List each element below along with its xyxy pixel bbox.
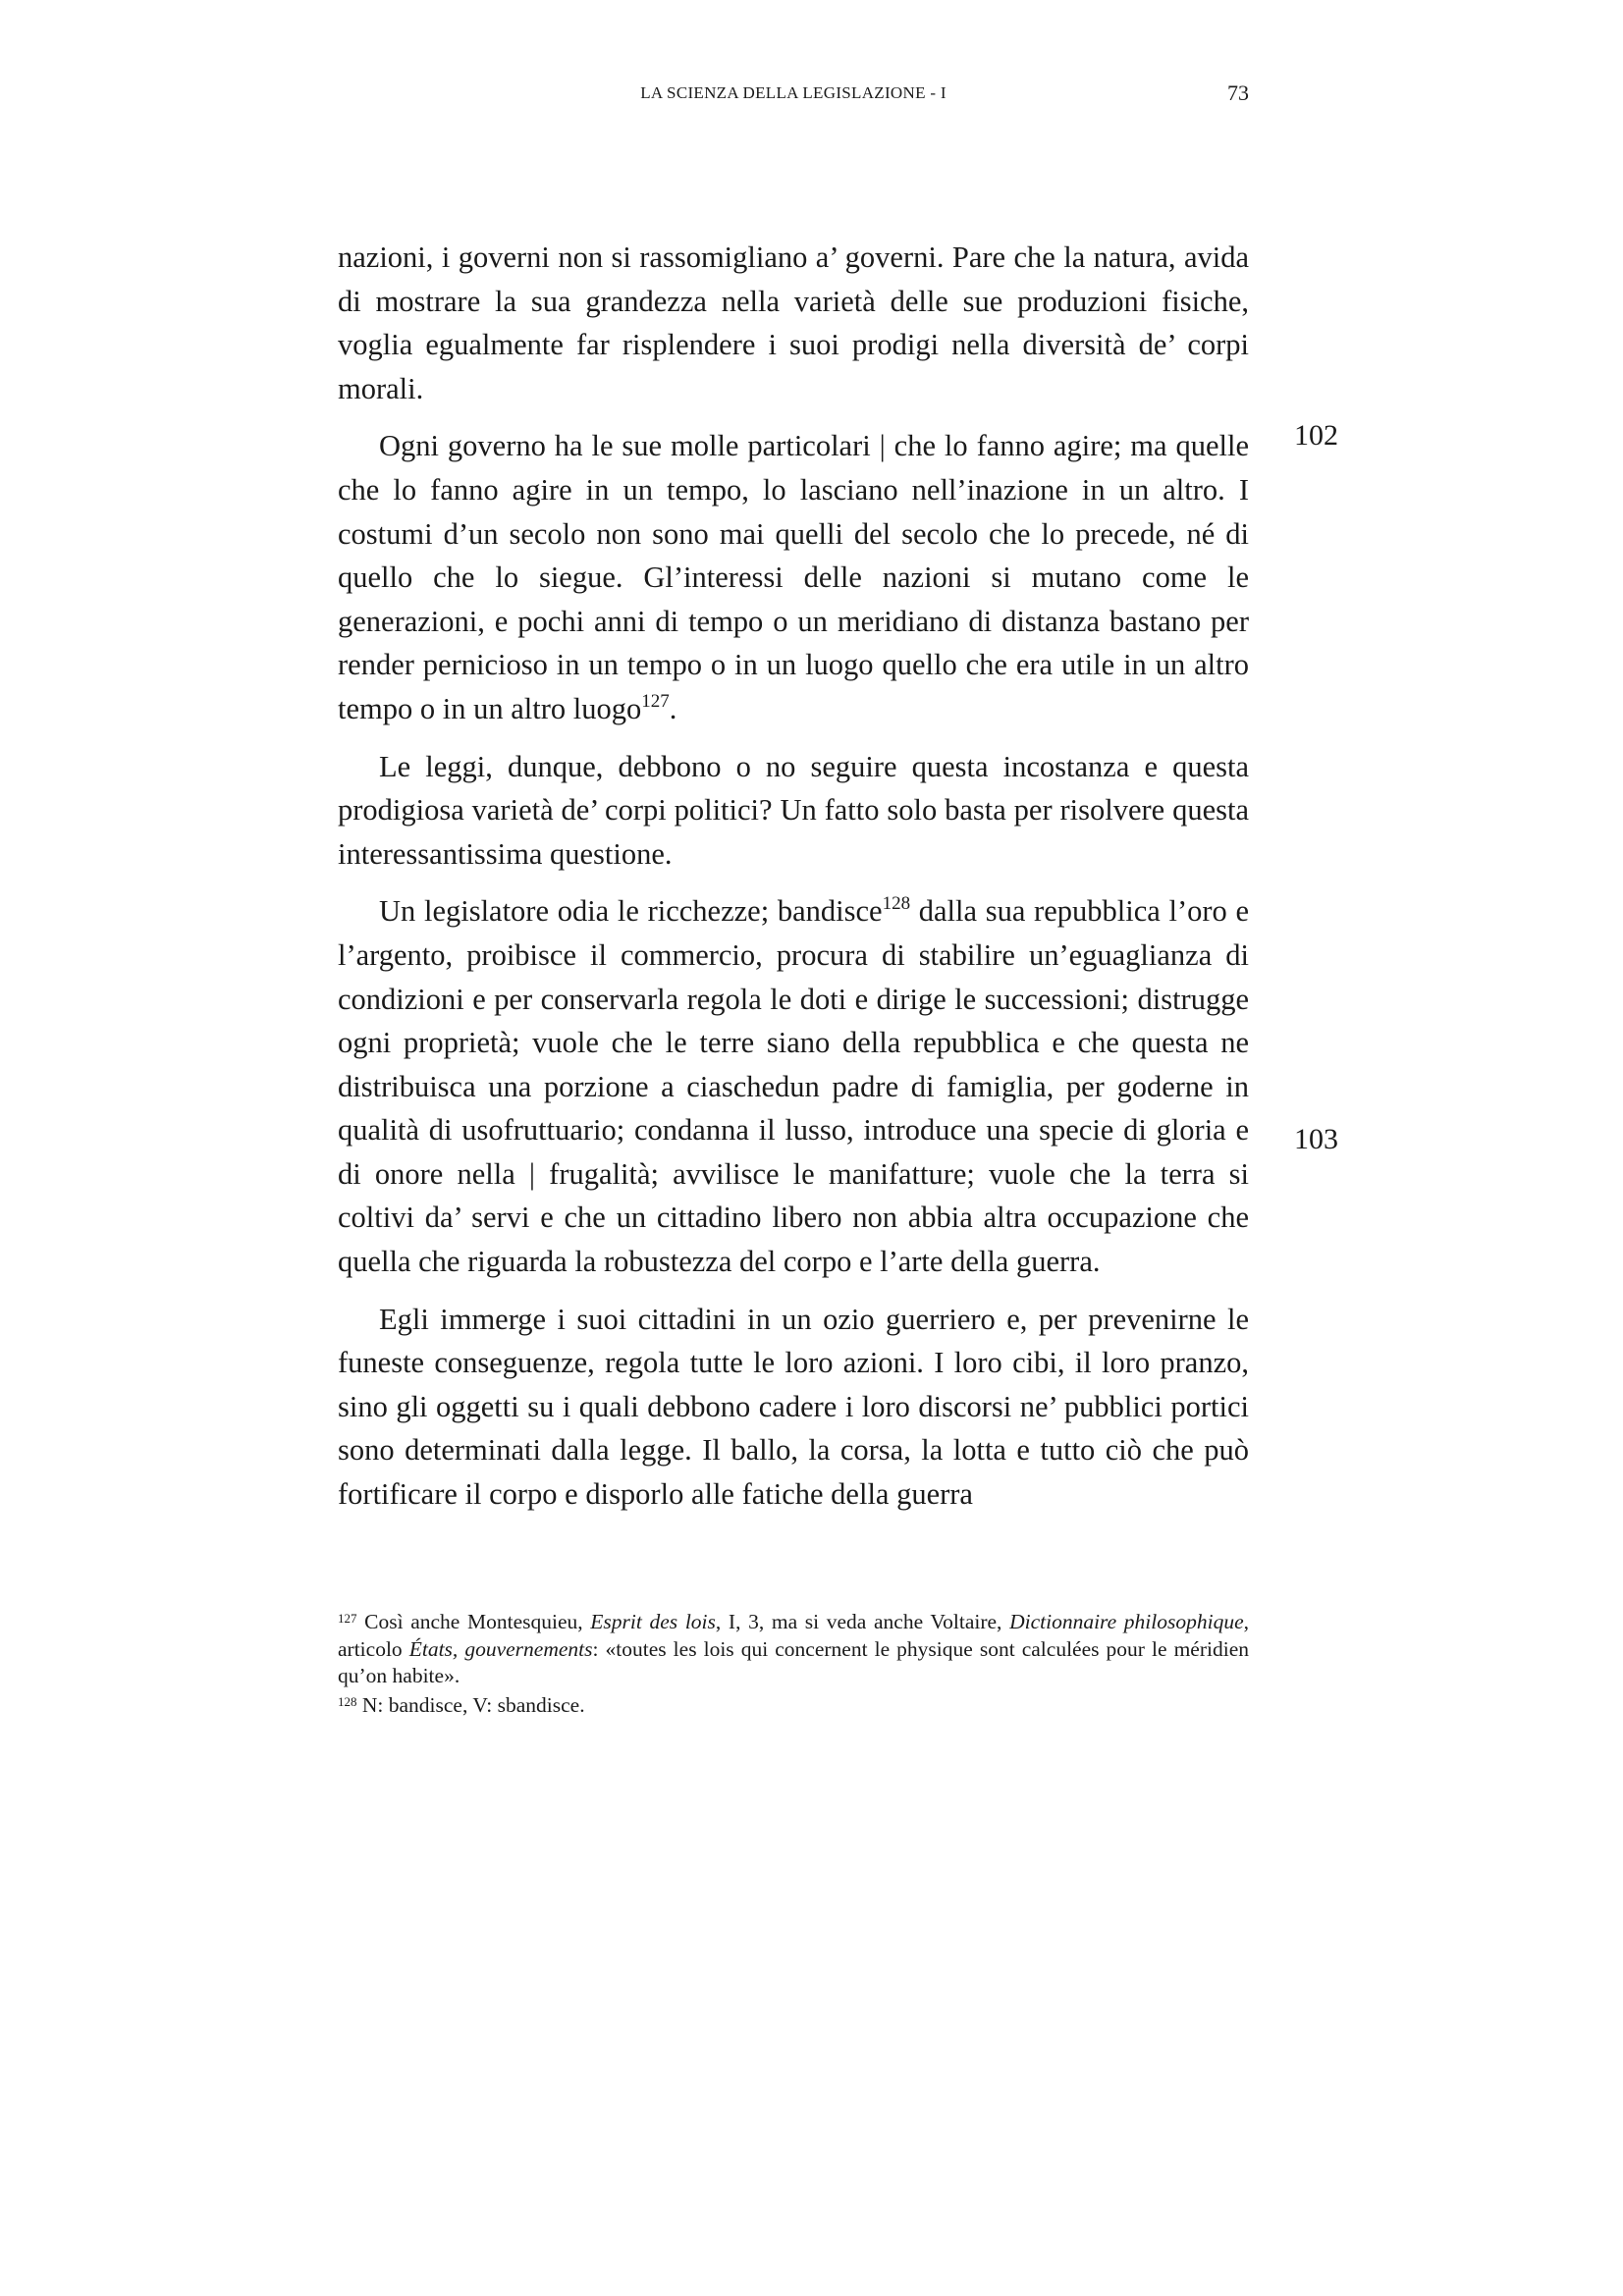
running-header [338,79,1249,108]
paragraph: Ogni governo ha le sue molle particolari | che lo fanno agire; ma quelle che lo fanno agire in un tempo, lo lasciano nell’inazione in un altro. I costumi d’un secolo non sono mai quelli del secolo che lo precede, né di quello che lo siegue. Gl’interessi delle nazioni si mutano come le generazioni, e pochi anni di tempo o un meridiano di distanza bastano per render pernicioso in un tempo o in un luogo quello che era utile in un altro tempo o in un altro luogo$^{127}$. [338,429,1249,725]
running-title: LA SCIENZA DELLA LEGISLAZIONE - I [640,83,947,102]
paragraph: nazioni, i governi non si rassomigliano a’ governi. Pare che la natura, avida di mostrare la sua grandezza nella varietà delle sue produzioni fisiche, voglia egualmente far risplendere i suoi prodigi nella diversità de’ corpi morali. [338,240,1249,405]
body-text [338,236,1249,1530]
paragraph: Egli immerge i suoi cittadini in un ozio guerriero e, per prevenirne le funeste conseguenze, regola tutte le loro azioni. I loro cibi, il loro pranzo, sino gli oggetti su i quali debbono cadere i loro discorsi ne’ pubblici portici sono determinati dalla legge. Il ballo, la corsa, la lotta e tutto ciò che può fortificare il corpo e disporlo alle fatiche della guerra [338,1302,1249,1512]
margin-page-reference: 103 [1294,1123,1338,1155]
footnote-reference[interactable]: 127 [641,690,670,712]
page-number: 73 [1227,80,1249,105]
footnote-number: 127 [338,1611,357,1626]
footnote: $^{128}$ N: bandisce, V: sbandisce. [338,1692,585,1717]
paragraph: Le leggi, dunque, debbono o no seguire questa incostanza e questa prodigiosa varietà de’ corpi politici? Un fatto solo basta per risolvere questa interessantissima questione. [338,749,1249,871]
footnotes [338,1609,1249,1721]
footnote-number: 128 [338,1693,357,1709]
footnote-reference[interactable]: 128 [882,893,911,915]
paragraph: Un legislatore odia le ricchezze; bandisce$^{128}$ dalla sua repubblica l’oro e l’argento, proibisce il commercio, procura di stabilire un’eguaglianza di condizioni e per conservarla regola le doti e dirige le successioni; distrugge ogni proprietà; vuole che le terre siano della repubblica e che questa ne distribuisca una porzione a ciaschedun padre di famiglia, per goderne in qualità di usofruttuario; condanna il lusso, introduce una specie di gloria e di onore nella | frugalità; avvilisce le manifatture; vuole che la terra si coltivi da’ servi e che un cittadino libero non abbia altra occupazione che quella che riguarda la robustezza del corpo e l’arte della guerra. [338,893,1249,1279]
margin-page-reference: 102 [1294,419,1338,452]
footnote: $^{127}$ Così anche Montesquieu, Esprit des lois, I, 3, ma si veda anche Voltaire, Dictionnaire philosophique, articolo États, gouvernements: «toutes les lois qui concernent le physique sont calculées pour le méridien qu’on habite». [338,1610,1250,1687]
